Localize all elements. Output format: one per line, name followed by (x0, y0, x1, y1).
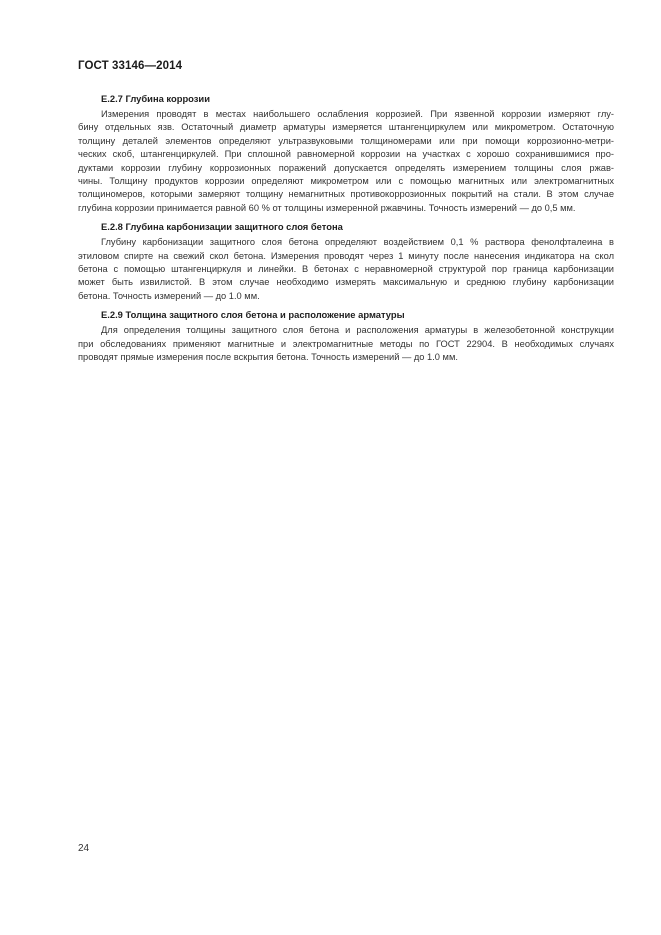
text-line: глубина коррозии принимается равной 60 % от толщины измеренной ржавчины. Точность измерений — до 0,5 мм. (78, 202, 576, 213)
paragraph (78, 108, 614, 215)
text-line: этиловом спирте на свежий скол бетона. Измерения проводят через 1 минуту после нанесения индикатора на скол (78, 250, 614, 261)
text-line: Измерения проводят в местах наибольшего ослабления коррозией. При язвенной коррозии измеряют глу- (101, 109, 614, 119)
text-line: бину отдельных язв. Остаточный диаметр арматуры измеряется штангенциркулем или микрометром. Остаточную (78, 122, 614, 133)
text-line: толщину деталей элементов определяют ультразвуковыми толщиномерами или при помощи коррозионно-метри- (78, 135, 614, 146)
section-title: Е.2.7 Глубина коррозии (101, 93, 210, 104)
text-line: бетона с помощью штангенциркуля и линейки. В бетонах с неравномерной структурой пор граница карбонизации (78, 264, 614, 275)
text-line: Для определения толщины защитного слоя бетона и расположения арматуры в железобетонной конструкции (101, 325, 614, 336)
text-line: Глубину карбонизации защитного слоя бетона определяют воздействием 0,1 % раствора фенолфталеина в (101, 237, 614, 248)
page-number: 24 (78, 843, 90, 854)
text-line: чины. Толщину продуктов коррозии определяют микрометром или с помощью магнитных или электромагнитных (78, 176, 614, 187)
text-line: может быть извилистой. В этом случае необходимо измерять максимальную и среднюю глубину карбонизации (78, 277, 614, 288)
paragraph (78, 236, 614, 303)
text-line: проводят прямые измерения после вскрытия бетона. Точность измерений — до 1.0 мм. (78, 352, 458, 363)
section-e29 (78, 308, 614, 364)
document-header: ГОСТ 33146—2014 (78, 60, 183, 72)
document-body (78, 92, 614, 370)
section-e28 (78, 220, 614, 303)
section-title: Е.2.9 Толщина защитного слоя бетона и расположение арматуры (101, 309, 405, 321)
text-line: толщиномеров, которыми замеряют толщину немагнитных противокоррозионных покрытий на стали. В этом случае (78, 189, 614, 200)
text-line: бетона. Точность измерений — до 1.0 мм. (78, 290, 260, 301)
text-line: при обследованиях применяют магнитные и электромагнитные методы по ГОСТ 22904. В необходимых случаях (78, 338, 614, 349)
paragraph (78, 324, 614, 364)
text-line: дуктами коррозии глубину коррозионных поражений допускается определять измерением толщины слоя ржав- (78, 162, 614, 173)
text-line: ческих скоб, штангенциркулей. При сплошной равномерной коррозии на участках с хорошо сохранившимися про- (78, 149, 614, 160)
section-e27 (78, 92, 614, 215)
section-title: Е.2.8 Глубина карбонизации защитного слоя бетона (101, 221, 343, 233)
